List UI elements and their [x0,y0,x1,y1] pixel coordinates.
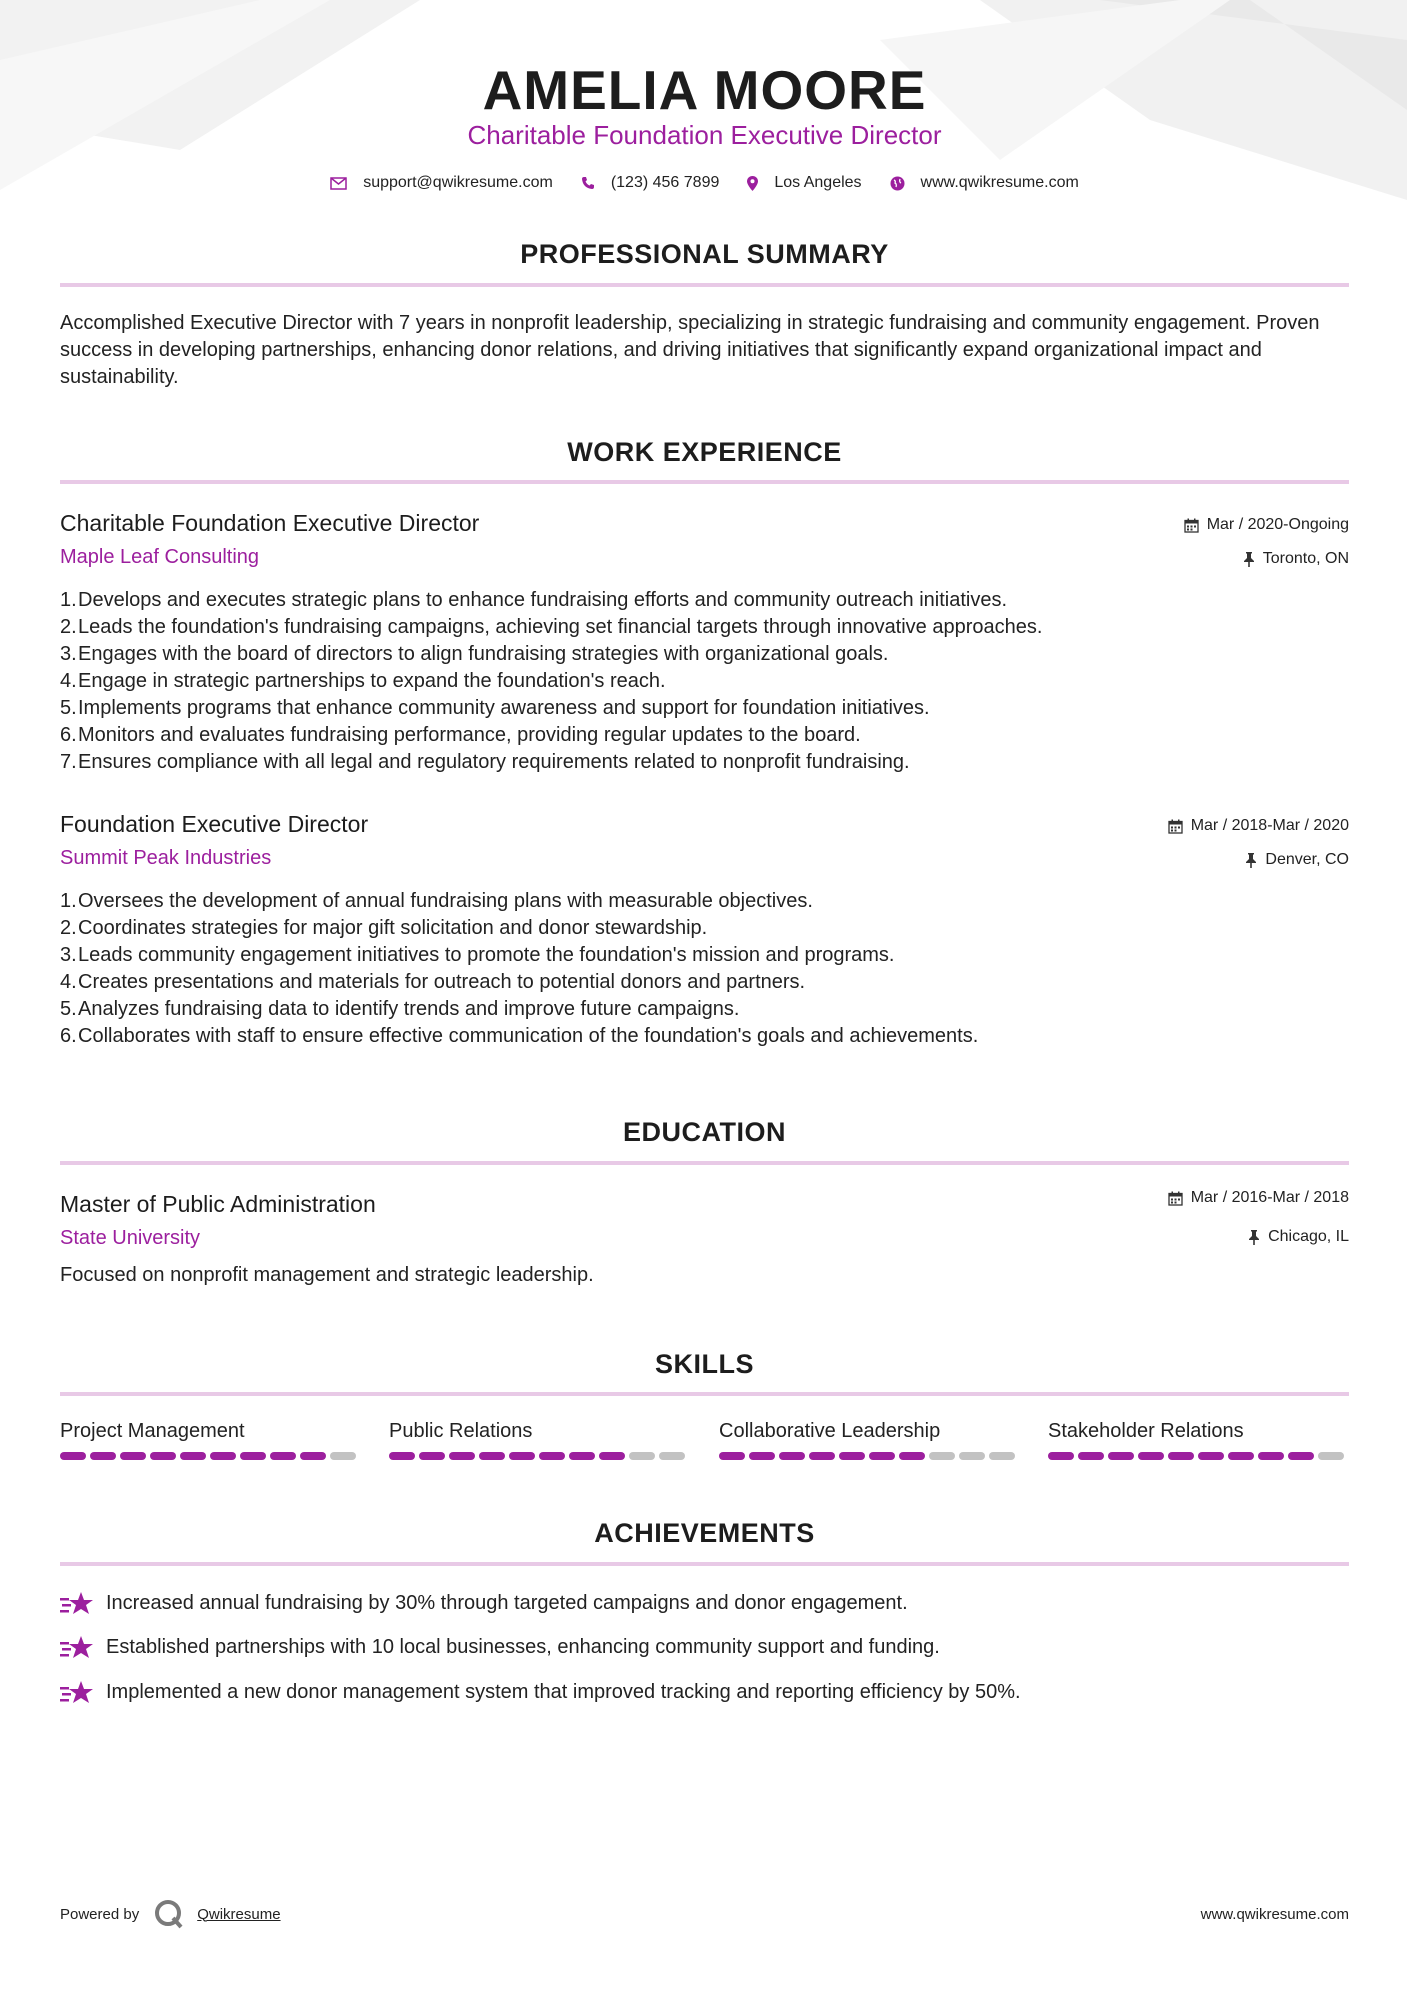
skill-dot-filled [539,1452,565,1460]
skill-dot-filled [1288,1452,1314,1460]
education-dates [1168,1189,1349,1207]
skill-label: Project Management [60,1420,245,1442]
shooting-star-icon [60,1634,94,1660]
skill-dot-filled [809,1452,835,1460]
duty-text: Monitors and evaluates fundraising performance, providing regular updates to the board. [78,724,861,746]
skill-item [389,1420,689,1460]
skill-dot-empty [659,1452,685,1460]
shooting-star-icon [60,1590,94,1616]
skill-dot-filled [419,1452,445,1460]
summary-heading: PROFESSIONAL SUMMARY [520,239,889,269]
skills-divider [60,1392,1349,1396]
contact-email[interactable] [330,174,553,192]
achievement-item [60,1590,908,1616]
job-dates [1184,516,1349,534]
skill-dot-filled [60,1452,86,1460]
job-location [1243,550,1349,568]
skills-heading: SKILLS [654,1349,754,1379]
duty-text: Ensures compliance with all legal and regulatory requirements related to nonprofit fundraising. [78,751,910,773]
job-dates-text: Mar / 2018-Mar / 2020 [1190,817,1349,834]
achievements-heading: ACHIEVEMENTS [594,1518,815,1548]
calendar-icon [1168,1191,1183,1206]
pushpin-icon [1243,552,1255,567]
duty-text: Oversees the development of annual fundraising plans with measurable objectives. [78,890,813,912]
duty-text: Creates presentations and materials for outreach to potential donors and partners. [78,971,806,993]
education-dates-text: Mar / 2016-Mar / 2018 [1190,1189,1349,1206]
footer-powered-by [60,1898,281,1930]
skill-label: Collaborative Leadership [719,1420,941,1442]
contact-phone[interactable] [581,174,720,192]
skill-dot-filled [599,1452,625,1460]
education-heading: EDUCATION [623,1117,786,1147]
duty-text: Engages with the board of directors to align fundraising strategies with organizational goals. [78,643,889,665]
achievement-text: Implemented a new donor management system that improved tracking and reporting efficiency by 50%. [106,1680,1021,1703]
skill-dot-filled [1168,1452,1194,1460]
skill-item [60,1420,360,1460]
skill-dot-filled [839,1452,865,1460]
duty-text: Leads the foundation's fundraising campaigns, achieving set financial targets through innovative approaches. [78,616,1043,638]
list-item: 4. Creates presentations and materials for outreach to potential donors and partners. [60,969,1349,996]
list-item: 3. Engages with the board of directors to align fundraising strategies with organizational goals. [60,641,1349,668]
envelope-icon [330,177,347,190]
duty-text: Leads community engagement initiatives to promote the foundation's mission and programs. [78,944,895,966]
map-pin-icon [747,176,758,191]
achievements-divider [60,1562,1349,1566]
achievement-text: Increased annual fundraising by 30% through targeted campaigns and donor engagement. [106,1591,908,1614]
achievement-text: Established partnerships with 10 local businesses, enhancing community support and funding. [106,1635,940,1658]
globe-icon [890,176,905,191]
skill-dot-filled [449,1452,475,1460]
summary-divider [60,283,1349,287]
job-dates [1168,817,1349,835]
skill-dot-empty [629,1452,655,1460]
skill-dot-filled [1048,1452,1074,1460]
skill-rating [1048,1452,1348,1460]
skill-dot-filled [150,1452,176,1460]
skill-dot-filled [389,1452,415,1460]
experience-divider [60,480,1349,484]
skill-dot-filled [509,1452,535,1460]
skill-dot-empty [1318,1452,1344,1460]
skill-dot-empty [929,1452,955,1460]
job-title: Charitable Foundation Executive Director [60,510,480,536]
list-item: 5. Implements programs that enhance community awareness and support for foundation initiatives. [60,695,1349,722]
skill-dot-filled [1138,1452,1164,1460]
education-description: Focused on nonprofit management and strategic leadership. [60,1264,594,1286]
job-duties-list [60,888,1349,1050]
skill-dot-filled [569,1452,595,1460]
achievement-item [60,1679,1021,1705]
list-item: 6. Collaborates with staff to ensure effective communication of the foundation's goals and achievements. [60,1023,1349,1050]
duty-text: Develops and executes strategic plans to enhance fundraising efforts and community outreach initiatives. [78,589,1008,611]
skill-label: Stakeholder Relations [1048,1420,1244,1442]
calendar-icon [1184,518,1199,533]
skill-label: Public Relations [389,1420,533,1442]
phone-icon [581,176,595,190]
pushpin-icon [1248,1230,1260,1245]
contact-website[interactable] [890,174,1079,192]
contact-bar [60,174,1349,192]
degree-title: Master of Public Administration [60,1191,376,1217]
skill-dot-filled [240,1452,266,1460]
job-location-text: Denver, CO [1265,851,1349,868]
skill-dot-filled [180,1452,206,1460]
skill-rating [389,1452,689,1460]
skill-dot-filled [1258,1452,1284,1460]
skill-rating [719,1452,1019,1460]
job-dates-text: Mar / 2020-Ongoing [1206,516,1349,533]
skill-dot-filled [90,1452,116,1460]
list-item: 1. Develops and executes strategic plans to enhance fundraising efforts and community outreach initiatives. [60,587,1349,614]
list-item: 2. Leads the foundation's fundraising campaigns, achieving set financial targets through innovative approaches. [60,614,1349,641]
pushpin-icon [1245,853,1257,868]
footer-url[interactable]: www.qwikresume.com [1200,1906,1349,1923]
list-item: 1. Oversees the development of annual fundraising plans with measurable objectives. [60,888,1349,915]
summary-text: Accomplished Executive Director with 7 years in nonprofit leadership, specializing in strategic fundraising and community engagement. Proven success in developing partnerships, enhancing donor relations, and driving initiatives that significantly expand organizational impact and sustainability. [60,312,1320,388]
list-item: 4. Engage in strategic partnerships to expand the foundation's reach. [60,668,1349,695]
powered-by-label: Powered by [60,1905,140,1923]
skill-dot-empty [989,1452,1015,1460]
duty-text: Analyzes fundraising data to identify trends and improve future campaigns. [78,998,740,1020]
contact-email-text: support@qwikresume.com [363,174,553,191]
list-item: 6. Monitors and evaluates fundraising performance, providing regular updates to the board. [60,722,1349,749]
qwikresume-link[interactable]: Qwikresume [197,1905,281,1923]
candidate-name: AMELIA MOORE [482,59,927,121]
skill-dot-filled [779,1452,805,1460]
list-item: 7. Ensures compliance with all legal and regulatory requirements related to nonprofit fundraising. [60,749,1349,776]
duty-text: Engage in strategic partnerships to expand the foundation's reach. [78,670,666,692]
skill-dot-filled [749,1452,775,1460]
skill-dot-filled [719,1452,745,1460]
job-company: Maple Leaf Consulting [60,546,260,568]
skill-item [719,1420,1019,1460]
job-company: Summit Peak Industries [60,847,272,869]
qwikresume-logo-icon [153,1898,185,1930]
skill-dot-filled [1198,1452,1224,1460]
skill-dot-filled [1228,1452,1254,1460]
list-item: 3. Leads community engagement initiatives to promote the foundation's mission and programs. [60,942,1349,969]
list-item: 2. Coordinates strategies for major gift solicitation and donor stewardship. [60,915,1349,942]
education-location [1248,1228,1349,1246]
skill-dot-filled [1078,1452,1104,1460]
contact-website-text: www.qwikresume.com [920,174,1079,191]
skill-dot-filled [210,1452,236,1460]
calendar-icon [1168,819,1183,834]
skill-dot-empty [959,1452,985,1460]
education-location-text: Chicago, IL [1268,1228,1349,1245]
duty-text: Coordinates strategies for major gift solicitation and donor stewardship. [78,917,708,939]
school-name: State University [60,1227,201,1249]
job-duties-list [60,587,1349,776]
skill-dot-filled [120,1452,146,1460]
skill-item [1048,1420,1348,1460]
education-divider [60,1161,1349,1165]
job-location-text: Toronto, ON [1262,550,1349,567]
skill-dot-filled [270,1452,296,1460]
skill-rating [60,1452,360,1460]
skill-dot-filled [479,1452,505,1460]
contact-location-text: Los Angeles [774,174,862,191]
skill-dot-filled [1108,1452,1134,1460]
shooting-star-icon [60,1679,94,1705]
candidate-title: Charitable Foundation Executive Director [467,120,942,150]
contact-phone-text: (123) 456 7899 [610,174,720,191]
duty-text: Implements programs that enhance community awareness and support for foundation initiatives. [78,697,930,719]
skill-dot-filled [869,1452,895,1460]
experience-heading: WORK EXPERIENCE [567,437,842,467]
contact-location [747,174,861,192]
duty-text: Collaborates with staff to ensure effective communication of the foundation's goals and achievements. [78,1025,979,1047]
list-item: 5. Analyzes fundraising data to identify trends and improve future campaigns. [60,996,1349,1023]
job-title: Foundation Executive Director [60,811,369,837]
skill-dot-filled [899,1452,925,1460]
achievement-item [60,1634,940,1660]
skill-dot-filled [300,1452,326,1460]
skill-dot-empty [330,1452,356,1460]
job-location [1245,851,1349,869]
